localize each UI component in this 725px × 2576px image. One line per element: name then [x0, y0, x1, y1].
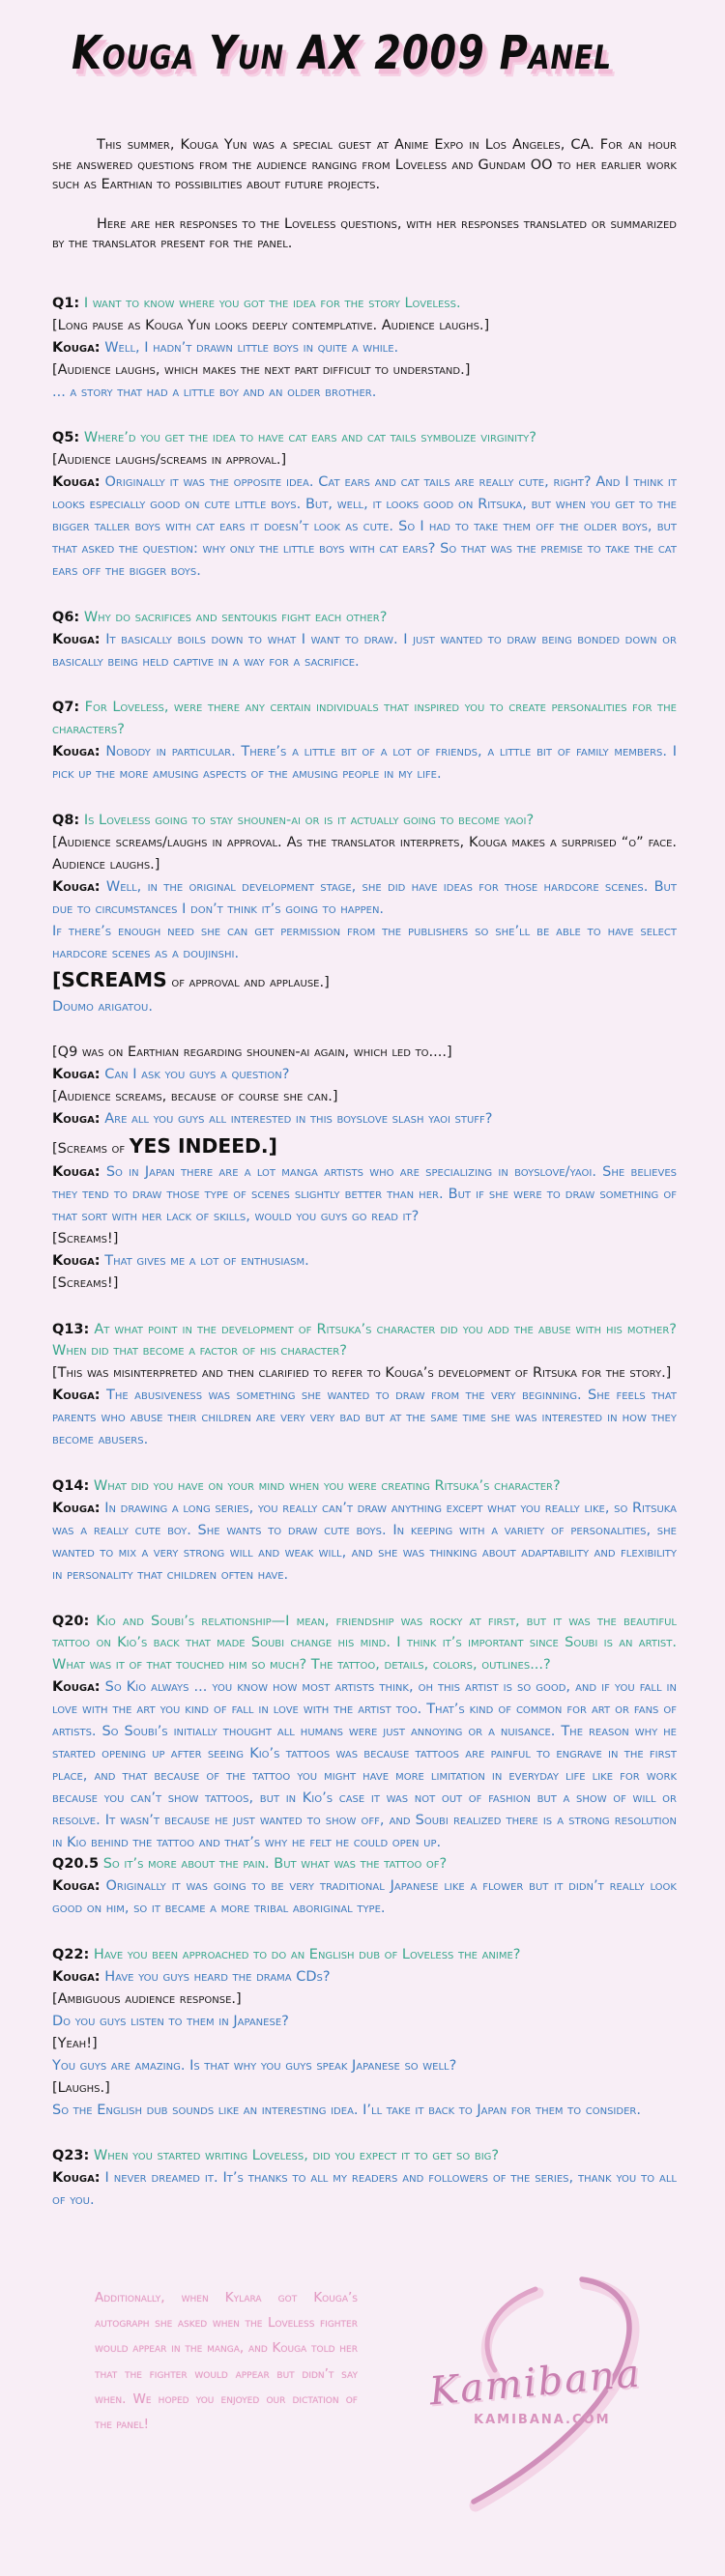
speaker-label: Q5: [52, 430, 80, 446]
transcript-line [52, 1385, 677, 1451]
transcript-line [52, 1319, 677, 1363]
transcript-line [52, 1064, 677, 1086]
transcript-line [52, 1131, 677, 1161]
speaker-label: Kouga: [52, 1878, 101, 1895]
question-text: At what point in the development of Ritsuka’s character did you add the abuse with his mother? When did that become a factor of his character? [52, 1321, 677, 1360]
intro-section [52, 135, 677, 254]
kamibana-url: KAMIBANA.COM [474, 2413, 611, 2428]
speaker-label: Kouga: [52, 474, 101, 491]
intro-paragraph: Here are her responses to the Loveless questions, with her responses translated or summarized by the translator present for the panel. [52, 215, 677, 252]
kouga-response-text: Well, I hadn’t drawn little boys in quite a while. [100, 339, 399, 356]
stage-direction-text: [Audience screams/laughs in approval. As the translator interprets, Kouga makes a surprised “o” face. Audience laughs.] [52, 835, 677, 873]
transcript-line [52, 2145, 677, 2167]
transcript-line [52, 741, 677, 786]
qa-block-q23 [52, 2145, 677, 2212]
speaker-label: Q14: [52, 1477, 90, 1494]
stage-direction-text: [Screams of [52, 1141, 130, 1158]
intro-paragraph: This summer, Kouga Yun was a special guest at Anime Expo in Los Angeles, CA. For an hour she answered questions from the audience ranging from Loveless and Gundam OO to her earlier work such as Earthian to possibilities about future projects. [52, 137, 677, 193]
kouga-response-text: The abusiveness was something she wanted to draw from the very beginning. She feels that parents who abuse their children are very very bad but at the same time she was interested in how they become abusers. [52, 1388, 677, 1448]
transcript-line [52, 2033, 677, 2055]
speaker-label: Kouga: [52, 339, 101, 356]
transcript-line [52, 1362, 677, 1385]
footer-note: Additionally, when Kylara got Kouga’s autograph she asked when the Loveless fighter would appear in the manga, and Kouga told her that the fighter would appear but didn’t say when. We hoped you enjoyed our dictation of the panel! [95, 2289, 358, 2433]
transcript-line [52, 921, 677, 965]
question-text: Why do sacrifices and sentoukis fight each other? [79, 609, 388, 625]
kouga-response-text: So Kio always ... you know how most artists think, oh this artist is so good, and if you fall in love with the art you kind of fall in love with the artist too. That’s kind of common for art or fans of artists. So Soubi’s initially thought all humans were just annoying or a nuisance. The reason why he started opening up after seeing Kio’s tattoos was because tattoos are painful to engrave in the first place, and that because of the tattoo you might have more limitation in everyday life like for work because you can’t show tattoos, but in Kio’s case it was not out of fashion but a show of will or resolve. It wasn’t because he just wanted to show off, and Soubi realized there is a strong resolution in Kio behind the tattoo and that’s why he felt he could open up. [52, 1679, 677, 1850]
speaker-label: Kouga: [52, 744, 101, 760]
question-text: I want to know where you got the idea for the story Loveless. [79, 295, 461, 311]
qa-block-q22 [52, 1944, 677, 2121]
qa-block-q5 [52, 427, 677, 582]
stage-direction-text: [Laughs.] [52, 2079, 110, 2096]
transcript-line [52, 2100, 677, 2122]
transcript-line [52, 629, 677, 673]
speaker-label: Kouga: [52, 878, 101, 895]
transcript-line [52, 1161, 677, 1228]
qa-block-q20 [52, 1611, 677, 1921]
speaker-label: Q1: [52, 295, 80, 311]
transcript-line [52, 1498, 677, 1587]
transcript-line [52, 315, 677, 337]
speaker-label: Kouga: [52, 2170, 101, 2187]
kouga-response-text: Well, in the original development stage, she did have ideas for those hardcore scenes. But due to circumstances I don’t think it’s going to happen. [52, 878, 677, 917]
qa-block-q1 [52, 293, 677, 404]
kouga-response-text: Doumo arigatou. [52, 998, 153, 1015]
stage-direction-text: [Audience laughs/screams in approval.] [52, 452, 287, 469]
stage-direction-text: of approval and applause.] [166, 975, 330, 991]
transcript-line [52, 1676, 677, 1853]
qa-block-q8 [52, 810, 677, 1017]
kouga-response-text: Originally it was the opposite idea. Cat ears and cat tails are really cute, right? And I think it looks especially good on cute little boys. But, well, it looks good on Ritsuka, but when you get to the bigger taller boys with cat ears it doesn’t look as cute. So I had to take them off the older boys, but that asked the question: why only the little boys with cat ears? So that was the premise to take the cat ears off the bigger boys. [52, 474, 677, 579]
speaker-label: Q23: [52, 2148, 90, 2164]
transcript-line [52, 876, 677, 921]
transcript-line [52, 697, 677, 741]
kamibana-wordmark: Kamibana [427, 2351, 644, 2415]
transcript-line [52, 996, 677, 1018]
transcript-line [52, 2011, 677, 2033]
stage-direction-text: [Screams!] [52, 1230, 119, 1246]
stage-emphasis-text: [SCREAMS [52, 968, 167, 992]
stage-direction-text: [Screams!] [52, 1274, 119, 1291]
speaker-label: Q6: [52, 609, 80, 625]
stage-direction-text: [Q9 was on Earthian regarding shounen-ai again, which led to....] [52, 1045, 452, 1061]
speaker-label: Q7: [52, 700, 80, 716]
transcript-line [52, 337, 677, 359]
speaker-label: Kouga: [52, 1164, 101, 1181]
question-text: When you started writing Loveless, did you expect it to get so big? [89, 2148, 500, 2164]
speaker-label: Kouga: [52, 1679, 101, 1696]
transcript-line [52, 427, 677, 449]
transcript-line [52, 607, 677, 629]
question-text: Have you been approached to do an English dub of Loveless the anime? [89, 1947, 521, 1963]
stage-emphasis-text: YES INDEED.] [129, 1134, 277, 1159]
transcript-line [52, 1611, 677, 1677]
kouga-response-text: So in Japan there are a lot manga artists who are specializing in boyslove/yaoi. She believes they tend to draw those type of scenes slightly better than her. But if she were to draw something of that sort with her lack of skills, would you guys go read it? [52, 1164, 677, 1224]
speaker-label: Kouga: [52, 1388, 101, 1404]
speaker-label: Kouga: [52, 1500, 101, 1516]
stage-direction-text: [Ambiguous audience response.] [52, 1991, 242, 2008]
transcript-line [52, 449, 677, 472]
transcript-line [52, 1042, 677, 1064]
transcript-line [52, 1875, 677, 1920]
qa-block-q13 [52, 1319, 677, 1451]
transcript-line [52, 1944, 677, 1966]
transcript-line [52, 1966, 677, 1989]
transcript-line [52, 964, 677, 995]
transcript-line [52, 1086, 677, 1108]
transcript-line [52, 1108, 677, 1131]
kouga-response-text: ... a story that had a little boy and an older brother. [52, 384, 377, 400]
transcript-line [52, 472, 677, 583]
qa-block-q6 [52, 607, 677, 673]
stage-direction-text: [Long pause as Kouga Yun looks deeply contemplative. Audience laughs.] [52, 317, 490, 333]
transcript-line [52, 293, 677, 315]
kouga-response-text: You guys are amazing. Is that why you guys speak Japanese so well? [52, 2057, 457, 2074]
transcript-line [52, 2055, 677, 2077]
kouga-response-text: Are all you guys all interested in this boyslove slash yaoi stuff? [100, 1111, 493, 1128]
qa-block-q7 [52, 697, 677, 786]
question-text: For Loveless, were there any certain individuals that inspired you to create personalities for the characters? [52, 700, 677, 738]
speaker-label: Q22: [52, 1947, 90, 1963]
question-text: So it’s more about the pain. But what was the tattoo of? [99, 1856, 448, 1873]
speaker-label: Kouga: [52, 631, 101, 647]
kouga-response-text: Can I ask you guys a question? [100, 1067, 290, 1083]
kouga-response-text: Originally it was going to be very traditional Japanese like a flower but it didn’t really look good on him, so it became a more tribal aboriginal type. [52, 1878, 677, 1917]
question-text: Is Loveless going to stay shounen-ai or is it actually going to become yaoi? [79, 813, 535, 829]
speaker-label: Kouga: [52, 1252, 101, 1269]
kouga-response-text: Have you guys heard the drama CDs? [100, 1969, 331, 1986]
speaker-label: Kouga: [52, 1969, 101, 1986]
question-text: What did you have on your mind when you were creating Ritsuka’s character? [89, 1477, 561, 1494]
kouga-response-text: Nobody in particular. There’s a little bit of a lot of friends, a little bit of family members. I pick up the more amusing aspects of the amusing people in my life. [52, 744, 677, 783]
page-title: Kouga Yun AX 2009 Panel [72, 25, 613, 80]
question-text: Where’d you get the idea to have cat ears and cat tails symbolize virginity? [79, 430, 536, 446]
transcript-line [52, 382, 677, 404]
transcript-line [52, 1273, 677, 1295]
transcript-line [52, 810, 677, 832]
speaker-label: Kouga: [52, 1111, 101, 1128]
transcript-line [52, 1475, 677, 1498]
transcript-line [52, 1989, 677, 2011]
transcript-line [52, 359, 677, 382]
question-text: Kio and Soubi’s relationship—I mean, friendship was rocky at first, but it was the beautiful tattoo on Kio’s back that made Soubi change his mind. I think it’s important since Soubi is an artist. What was it of that touched him so much? The tattoo, details, colors, outlines...? [52, 1613, 677, 1674]
transcript-line [52, 1853, 677, 1875]
stage-direction-text: [Yeah!] [52, 2035, 98, 2051]
stage-direction-text: [This was misinterpreted and then clarified to refer to Kouga’s development of Ritsuka for the story.] [52, 1365, 672, 1382]
kouga-response-text: That gives me a lot of enthusiasm. [100, 1252, 309, 1269]
kouga-response-text: If there’s enough need she can get permission from the publishers so she’ll be able to have select hardcore scenes as a doujinshi. [52, 923, 677, 961]
kouga-response-text: I never dreamed it. It’s thanks to all my readers and followers of the series, thank you to all of you. [52, 2170, 677, 2209]
qa-block-q14 [52, 1475, 677, 1587]
footer [52, 2272, 677, 2518]
kamibana-logo [381, 2272, 677, 2518]
speaker-label: Q13: [52, 1321, 90, 1337]
speaker-label: Q20.5 [52, 1856, 100, 1873]
kouga-response-text: In drawing a long series, you really can’t draw anything except what you really like, so Ritsuka was a really cute boy. She wants to draw cute boys. In keeping with a variety of personalities, she wanted to mix a very strong will and weak will, and she was thinking about adaptability and flexibility in personality that children often have. [52, 1500, 677, 1583]
speaker-label: Q8: [52, 813, 80, 829]
stage-direction-text: [Audience screams, because of course she can.] [52, 1089, 338, 1105]
transcript-line [52, 1250, 677, 1273]
transcript-line [52, 2077, 677, 2100]
speaker-label: Q20: [52, 1613, 90, 1629]
transcript-line [52, 2167, 677, 2212]
qa-section [52, 293, 677, 2212]
kouga-response-text: It basically boils down to what I want to draw. I just wanted to draw being bonded down or basically being held captive in a way for a sacrifice. [52, 631, 677, 670]
qa-block-q9 [52, 1042, 677, 1294]
speaker-label: Kouga: [52, 1067, 101, 1083]
kouga-response-text: Do you guys listen to them in Japanese? [52, 2013, 289, 2029]
kouga-response-text: So the English dub sounds like an interesting idea. I’ll take it back to Japan for them to consider. [52, 2102, 641, 2118]
transcript-line [52, 1228, 677, 1250]
stage-direction-text: [Audience laughs, which makes the next part difficult to understand.] [52, 361, 471, 378]
transcript-line [52, 832, 677, 876]
